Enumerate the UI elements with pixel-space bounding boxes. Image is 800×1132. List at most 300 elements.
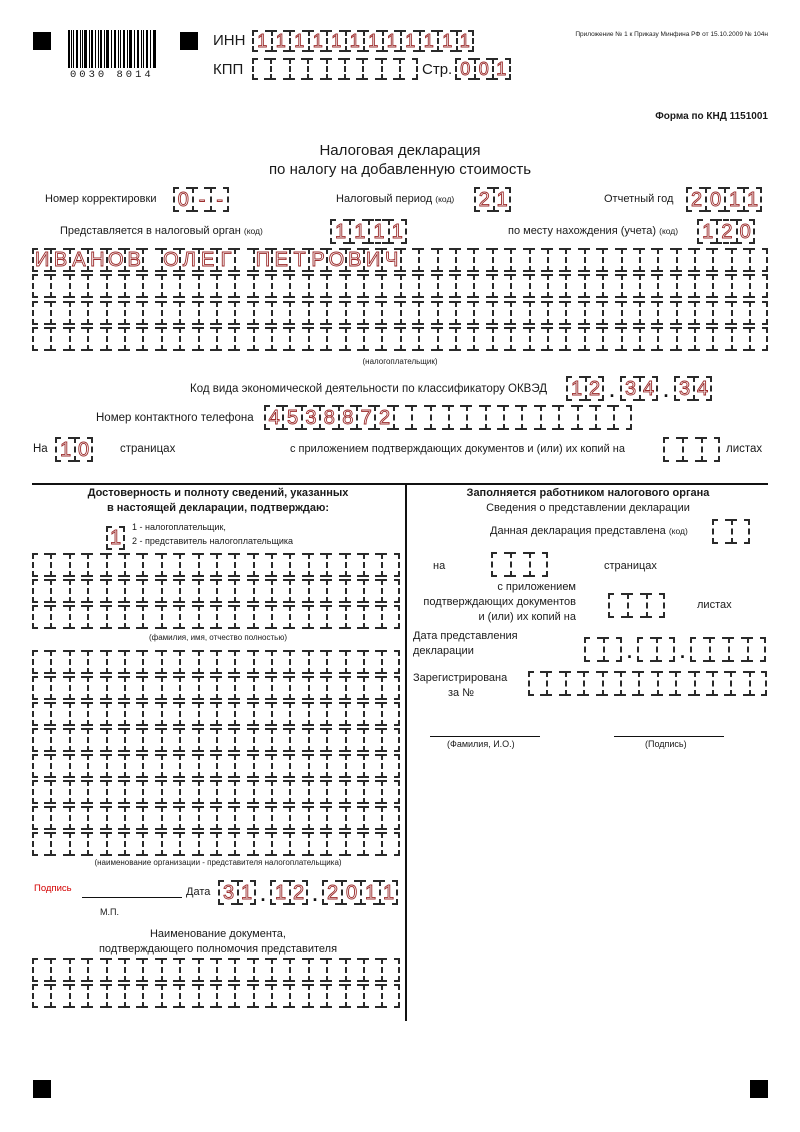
char-cell (308, 676, 326, 700)
char-cell (492, 274, 510, 298)
char-cell (69, 780, 87, 804)
char-cell (198, 832, 216, 856)
char-cell (455, 301, 473, 325)
char-cell: Г (216, 248, 234, 272)
char-cell (106, 984, 124, 1008)
char-cell (216, 780, 234, 804)
submitted-label-text: Данная декларация представлена (490, 525, 666, 537)
char-cell (603, 637, 622, 662)
char-cell (142, 728, 160, 752)
correction-number-label: Номер корректировки (45, 193, 157, 205)
taxpayer-name-row (32, 327, 768, 351)
representative-org-row (32, 650, 400, 674)
char-cell (198, 650, 216, 674)
char-cell (657, 301, 675, 325)
char-cell (234, 676, 252, 700)
char-cell (253, 806, 271, 830)
submitted-code-hint: (код) (668, 526, 688, 536)
char-cell (676, 301, 694, 325)
char-cell (540, 405, 558, 430)
char-cell (69, 702, 87, 726)
char-cell (308, 958, 326, 982)
char-cell: 0 (474, 58, 493, 80)
char-cell (749, 327, 767, 351)
signer-fio-row (32, 553, 400, 577)
char-cell: Н (87, 248, 105, 272)
char-cell (216, 605, 234, 629)
char-cell (124, 832, 142, 856)
char-cell (731, 327, 749, 351)
char-cell (198, 327, 216, 351)
char-cell (565, 301, 583, 325)
char-cell (308, 754, 326, 778)
char-cell (694, 248, 712, 272)
char-cell (253, 958, 271, 982)
char-cell (608, 593, 627, 618)
char-cell (363, 327, 381, 351)
char-cell (106, 274, 124, 298)
char-cell: 1 (400, 30, 419, 52)
char-cell (289, 754, 307, 778)
char-cell (271, 702, 289, 726)
char-cell (690, 637, 709, 662)
char-cell (381, 58, 399, 80)
tax-authority-field (330, 219, 407, 244)
char-cell (161, 579, 179, 603)
char-cell (124, 553, 142, 577)
char-cell: 1 (360, 880, 379, 905)
char-cell (161, 605, 179, 629)
char-cell (749, 248, 767, 272)
char-cell (142, 579, 160, 603)
char-cell (657, 274, 675, 298)
char-cell (234, 301, 252, 325)
char-cell (179, 650, 197, 674)
char-cell (602, 301, 620, 325)
char-cell (87, 780, 105, 804)
char-cell (234, 754, 252, 778)
authority-document-row (32, 958, 400, 982)
registered-number-label: за № (448, 687, 475, 699)
char-cell (161, 702, 179, 726)
horizontal-divider (32, 483, 768, 485)
char-cell (547, 274, 565, 298)
char-cell: 1 (349, 219, 368, 244)
char-cell: Л (179, 248, 197, 272)
char-cell (87, 579, 105, 603)
char-cell (216, 650, 234, 674)
char-cell (32, 650, 50, 674)
char-cell: Т (289, 248, 307, 272)
taxpayer-name-row (32, 248, 768, 272)
char-cell (639, 274, 657, 298)
char-cell (595, 405, 613, 430)
char-cell (87, 676, 105, 700)
char-cell: 4 (264, 405, 282, 430)
pages-prefix: На (33, 443, 48, 455)
char-cell (485, 405, 503, 430)
char-cell (234, 650, 252, 674)
char-cell (381, 702, 399, 726)
char-cell (253, 984, 271, 1008)
corner-marker-bottom-left (33, 1080, 51, 1098)
char-cell (289, 274, 307, 298)
char-cell (345, 301, 363, 325)
char-cell (50, 301, 68, 325)
char-cell (289, 650, 307, 674)
char-cell: 3 (218, 880, 237, 905)
fio-caption: (фамилия, имя, отчество полностью) (148, 633, 287, 642)
char-cell (124, 984, 142, 1008)
char-cell: 1 (437, 30, 456, 52)
char-cell: 0 (455, 58, 474, 80)
char-cell (142, 327, 160, 351)
char-cell (547, 301, 565, 325)
char-cell (69, 605, 87, 629)
char-cell (308, 780, 326, 804)
attachment-sheets-field (663, 437, 720, 462)
officer-name-line (430, 736, 540, 737)
char-cell (87, 553, 105, 577)
char-cell (381, 579, 399, 603)
char-cell (326, 754, 344, 778)
char-cell (69, 984, 87, 1008)
char-cell (577, 405, 595, 430)
char-cell (613, 405, 631, 430)
char-cell (32, 327, 50, 351)
char-cell: 1 (743, 187, 762, 212)
char-cell (289, 58, 307, 80)
char-cell (381, 832, 399, 856)
char-cell (179, 832, 197, 856)
char-cell (124, 650, 142, 674)
char-cell (32, 806, 50, 830)
char-cell: 2 (322, 880, 341, 905)
char-cell (198, 780, 216, 804)
char-cell (639, 301, 657, 325)
char-cell (198, 553, 216, 577)
okved-field (566, 376, 712, 401)
char-cell (50, 780, 68, 804)
office-pages-prefix: на (433, 560, 446, 572)
char-cell (161, 301, 179, 325)
char-cell (253, 832, 271, 856)
char-cell: 1 (308, 30, 327, 52)
char-cell (234, 728, 252, 752)
char-cell (271, 553, 289, 577)
char-cell (161, 650, 179, 674)
char-cell (627, 593, 646, 618)
char-cell (510, 248, 528, 272)
char-cell (565, 327, 583, 351)
char-cell (106, 728, 124, 752)
char-cell: 0 (705, 187, 724, 212)
char-cell (492, 248, 510, 272)
char-cell (676, 248, 694, 272)
char-cell (87, 650, 105, 674)
char-cell: 1 (55, 437, 74, 462)
char-cell (381, 327, 399, 351)
char-cell (69, 553, 87, 577)
char-cell (381, 780, 399, 804)
char-cell: 3 (674, 376, 693, 401)
char-cell (308, 728, 326, 752)
char-cell (418, 248, 436, 272)
char-cell (749, 671, 767, 696)
char-cell (326, 553, 344, 577)
char-cell: 1 (270, 880, 289, 905)
char-cell: 0 (736, 219, 755, 244)
char-cell: 1 (237, 880, 256, 905)
char-cell (621, 327, 639, 351)
char-cell (253, 553, 271, 577)
char-cell (363, 676, 381, 700)
char-cell (418, 327, 436, 351)
char-cell (216, 274, 234, 298)
char-cell (730, 671, 748, 696)
char-cell (602, 248, 620, 272)
char-cell: 1 (345, 30, 364, 52)
char-cell (289, 806, 307, 830)
char-cell: 0 (341, 880, 360, 905)
submission-date-field (584, 637, 766, 662)
char-cell (326, 274, 344, 298)
char-cell (234, 702, 252, 726)
dot-separator: . (679, 642, 685, 662)
char-cell (362, 58, 380, 80)
char-cell (50, 579, 68, 603)
char-cell (547, 327, 565, 351)
office-attachments-suffix: листах (697, 599, 732, 611)
page-number-field (455, 58, 511, 80)
char-cell (32, 832, 50, 856)
char-cell (345, 605, 363, 629)
barcode-digits: 0030 8014 (70, 69, 154, 81)
char-cell (271, 327, 289, 351)
char-cell (271, 650, 289, 674)
char-cell (393, 405, 411, 430)
char-cell (271, 984, 289, 1008)
vertical-divider (405, 484, 407, 1021)
char-cell (87, 958, 105, 982)
char-cell: 4 (693, 376, 712, 401)
char-cell: 1 (697, 219, 716, 244)
char-cell (749, 274, 767, 298)
char-cell (583, 671, 601, 696)
char-cell (363, 728, 381, 752)
char-cell (87, 728, 105, 752)
phone-field (264, 405, 632, 430)
char-cell (198, 605, 216, 629)
char-cell (50, 728, 68, 752)
char-cell (142, 754, 160, 778)
signature-line (82, 897, 182, 898)
char-cell (216, 984, 234, 1008)
char-cell: 1 (388, 219, 407, 244)
char-cell (234, 553, 252, 577)
char-cell (682, 437, 701, 462)
char-cell (161, 780, 179, 804)
representative-org-row (32, 754, 400, 778)
char-cell (161, 806, 179, 830)
char-cell: В (345, 248, 363, 272)
char-cell (234, 248, 252, 272)
page-number-label: Стр. (422, 61, 453, 78)
char-cell (381, 553, 399, 577)
char-cell (106, 605, 124, 629)
char-cell (547, 248, 565, 272)
char-cell (399, 58, 417, 80)
char-cell (253, 650, 271, 674)
char-cell: И (363, 248, 381, 272)
char-cell (363, 806, 381, 830)
char-cell (529, 301, 547, 325)
char-cell (32, 676, 50, 700)
char-cell (142, 780, 160, 804)
char-cell (50, 806, 68, 830)
kpp-field (252, 58, 418, 80)
taxpayer-name-row (32, 274, 768, 298)
reporting-year-label: Отчетный год (604, 193, 674, 205)
char-cell (381, 650, 399, 674)
char-cell (565, 274, 583, 298)
char-cell (492, 301, 510, 325)
dot-separator: . (312, 885, 318, 905)
char-cell (326, 832, 344, 856)
tax-office-subheading: Сведения о представлении декларации (486, 502, 690, 514)
char-cell (731, 274, 749, 298)
char-cell (179, 806, 197, 830)
char-cell (326, 702, 344, 726)
char-cell (253, 780, 271, 804)
char-cell (216, 301, 234, 325)
confirmation-heading-line2: в настоящей декларации, подтверждаю: (106, 502, 330, 514)
char-cell (657, 248, 675, 272)
char-cell (657, 671, 675, 696)
char-cell (271, 832, 289, 856)
submission-date-label: Дата представления (413, 630, 518, 642)
char-cell (455, 274, 473, 298)
char-cell (69, 579, 87, 603)
tax-period-label-text: Налоговый период (336, 193, 433, 205)
char-cell (234, 579, 252, 603)
char-cell (32, 728, 50, 752)
char-cell (234, 958, 252, 982)
correction-number-field (173, 187, 229, 212)
reporting-year-field (686, 187, 762, 212)
char-cell (50, 650, 68, 674)
char-cell (216, 702, 234, 726)
officer-signature-caption: (Подпись) (645, 739, 687, 749)
tax-period-code-hint: (код) (435, 194, 455, 204)
char-cell (50, 553, 68, 577)
char-cell (565, 671, 583, 696)
char-cell: 1 (363, 30, 382, 52)
char-cell (252, 58, 270, 80)
char-cell: 1 (326, 30, 345, 52)
char-cell (198, 806, 216, 830)
char-cell (289, 958, 307, 982)
representative-org-row (32, 832, 400, 856)
char-cell (216, 676, 234, 700)
representative-org-row (32, 728, 400, 752)
char-cell: 2 (585, 376, 604, 401)
char-cell (381, 301, 399, 325)
tax-period-field (474, 187, 511, 212)
char-cell: 8 (338, 405, 356, 430)
char-cell (709, 637, 728, 662)
char-cell (731, 248, 749, 272)
char-cell: Е (198, 248, 216, 272)
char-cell: 1 (379, 880, 398, 905)
char-cell: 5 (282, 405, 300, 430)
char-cell: 1 (492, 58, 511, 80)
char-cell (308, 553, 326, 577)
char-cell (142, 676, 160, 700)
char-cell (271, 728, 289, 752)
char-cell (602, 671, 620, 696)
char-cell (602, 327, 620, 351)
char-cell (106, 806, 124, 830)
char-cell (308, 702, 326, 726)
char-cell (87, 301, 105, 325)
char-cell (198, 274, 216, 298)
char-cell (161, 984, 179, 1008)
char-cell (50, 754, 68, 778)
char-cell (473, 274, 491, 298)
char-cell (106, 579, 124, 603)
char-cell (32, 754, 50, 778)
date-label: Дата (186, 886, 211, 898)
char-cell (638, 671, 656, 696)
char-cell (400, 301, 418, 325)
char-cell (142, 650, 160, 674)
char-cell (345, 754, 363, 778)
office-pages-suffix: страницах (604, 560, 657, 572)
char-cell (621, 248, 639, 272)
char-cell (584, 327, 602, 351)
char-cell (289, 579, 307, 603)
location-label-text: по месту нахождения (учета) (508, 225, 657, 237)
tax-authority-label (60, 225, 263, 238)
char-cell (363, 605, 381, 629)
officer-signature-line (614, 736, 724, 737)
char-cell: 1 (566, 376, 585, 401)
char-cell (345, 553, 363, 577)
document-title: Налоговая декларация (319, 142, 481, 159)
char-cell (216, 832, 234, 856)
char-cell (161, 327, 179, 351)
char-cell: 3 (620, 376, 639, 401)
signer-type-field (106, 526, 125, 550)
char-cell (363, 579, 381, 603)
char-cell (510, 274, 528, 298)
char-cell: 2 (374, 405, 392, 430)
char-cell (106, 702, 124, 726)
char-cell (142, 984, 160, 1008)
char-cell (142, 553, 160, 577)
char-cell (161, 728, 179, 752)
char-cell (381, 676, 399, 700)
char-cell (639, 248, 657, 272)
char-cell (161, 832, 179, 856)
pages-field (55, 437, 93, 462)
char-cell (289, 832, 307, 856)
char-cell (253, 702, 271, 726)
office-attachment-sheets-field (608, 593, 665, 618)
tax-authority-code-hint: (код) (243, 226, 263, 236)
char-cell (308, 605, 326, 629)
